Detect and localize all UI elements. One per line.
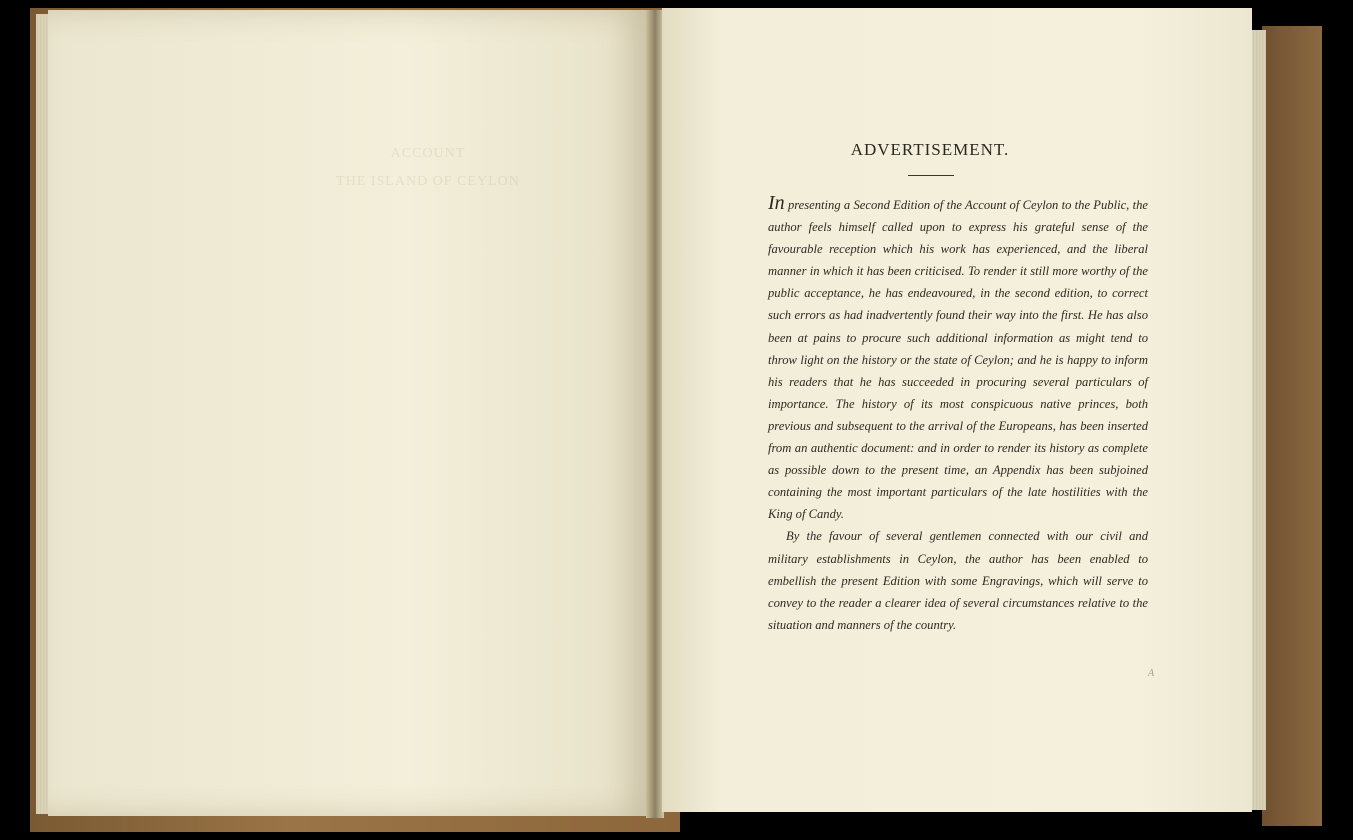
paragraph-1 <box>768 192 1148 525</box>
initial-word: In <box>768 192 785 214</box>
book-cover-right <box>1262 26 1322 826</box>
page-heading: ADVERTISEMENT. <box>850 140 1010 159</box>
show-through-line: ACCOUNT <box>390 146 466 161</box>
advertisement-body <box>768 192 1148 636</box>
signature-mark: A <box>1148 668 1155 679</box>
right-page-edges <box>1252 30 1266 810</box>
show-through-line: THE ISLAND OF CEYLON <box>336 174 520 189</box>
show-through-text <box>248 140 608 196</box>
paragraph-text: presenting a Second Edition of the Account of Ceylon to the Public, the author feels himself called upon to express his grateful sense of the favourable reception which his work has experienced, and the liberal manner in which it has been criticised. To render it still more worthy of the public acceptance, he has endeavoured, in the second edition, to correct such errors as had inadvertently found their way into the first. He has also been at pains to procure such additional information as might tend to throw light on the history or the state of Ceylon; and he is happy to inform his readers that he has succeeded in procuring several particulars of importance. The history of its most conspicuous native princes, both previous and subsequent to the arrival of the Europeans, has been inserted from an authentic document: and in order to render its history as complete as possible down to the present time, an Appendix has been subjoined containing the most important particulars of the late hostilities with the King of Candy. <box>768 198 1148 522</box>
left-page <box>48 10 648 816</box>
heading-rule <box>908 175 954 176</box>
paragraph-text: By the favour of several gentlemen connected with our civil and military establishments in Ceylon, the author has been enabled to embellish the present Edition with some Engravings, which will serve to convey to the reader a clearer idea of several circumstances relative to the situation and manners of the country. <box>768 529 1148 632</box>
paragraph-2 <box>768 525 1148 635</box>
